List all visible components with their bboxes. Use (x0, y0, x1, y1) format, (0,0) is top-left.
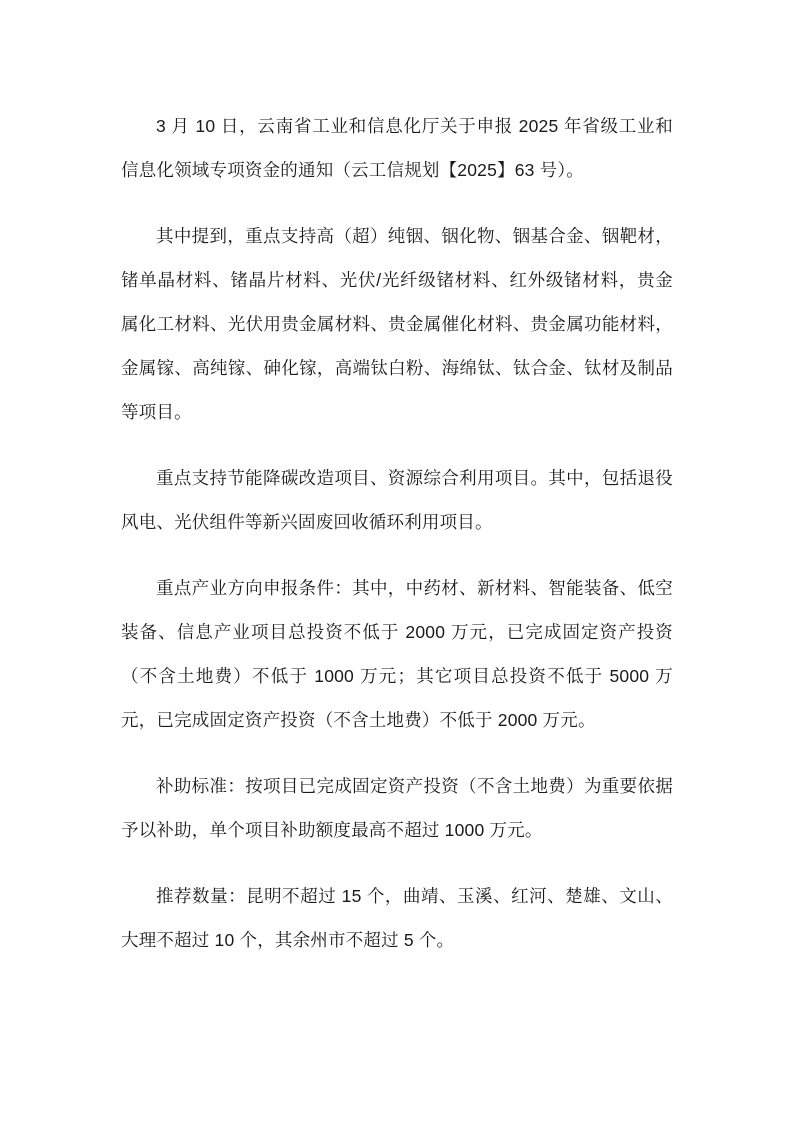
document-body (121, 104, 673, 962)
paragraph-notice-announcement: 3 月 10 日，云南省工业和信息化厅关于申报 2025 年省级工业和信息化领域专项资金的通知（云工信规划【2025】63 号）。 (121, 116, 673, 180)
paragraph-key-supported-materials: 其中提到，重点支持高（超）纯铟、铟化物、铟基合金、铟靶材，锗单晶材料、锗晶片材料、光伏/光纤级锗材料、红外级锗材料，贵金属化工材料、光伏用贵金属材料、贵金属催化材料、贵金属功能材料，金属镓、高纯镓、砷化镓，高端钛白粉、海绵钛、钛合金、钛材及制品等项目。 (121, 226, 673, 422)
paragraph-energy-saving-projects: 重点支持节能降碳改造项目、资源综合利用项目。其中，包括退役风电、光伏组件等新兴固废回收循环利用项目。 (121, 468, 673, 532)
paragraph-recommended-quantity: 推荐数量：昆明不超过 15 个，曲靖、玉溪、红河、楚雄、文山、大理不超过 10 个，其余州市不超过 5 个。 (121, 886, 673, 950)
paragraph-subsidy-standard: 补助标准：按项目已完成固定资产投资（不含土地费）为重要依据予以补助，单个项目补助额度最高不超过 1000 万元。 (121, 776, 673, 840)
paragraph-declaration-conditions: 重点产业方向申报条件：其中，中药材、新材料、智能装备、低空装备、信息产业项目总投资不低于 2000 万元，已完成固定资产投资（不含土地费）不低于 1000 万元；其它项目总投资不低于 5000 万元，已完成固定资产投资（不含土地费）不低于 2000 万元。 (121, 578, 673, 730)
